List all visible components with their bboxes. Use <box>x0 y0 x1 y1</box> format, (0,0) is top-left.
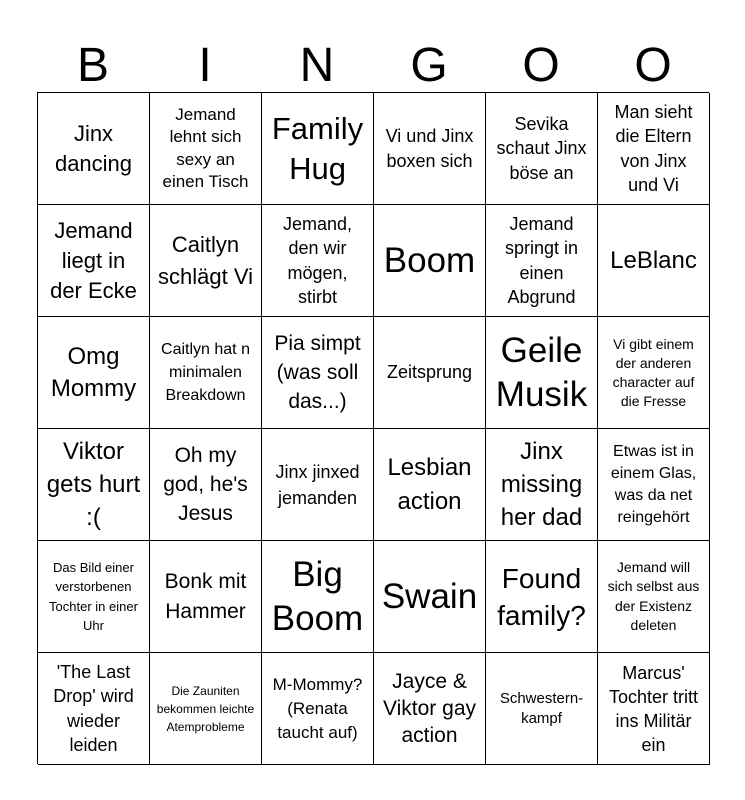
bingo-cell[interactable]: M-Mommy? (Renata taucht auf) <box>262 653 374 765</box>
bingo-cell[interactable]: Jemand, den wir mögen, stirbt <box>262 205 374 317</box>
header-letter-g: G <box>410 39 448 92</box>
bingo-cell[interactable]: Viktor gets hurt :( <box>38 429 150 541</box>
bingo-cell[interactable]: Etwas ist in einem Glas, was da net reingehört <box>598 429 710 541</box>
bingo-cell[interactable]: Jinx jinxed jemanden <box>262 429 374 541</box>
bingo-cell[interactable]: Das Bild einer verstorbenen Tochter in einer Uhr <box>38 541 150 653</box>
header-letter-i: I <box>198 39 212 92</box>
bingo-cell[interactable]: Jinx dancing <box>38 93 150 205</box>
bingo-cell[interactable]: Schwestern-kampf <box>486 653 598 765</box>
bingo-cell[interactable]: Vi und Jinx boxen sich <box>374 93 486 205</box>
header-letter-o-2: O <box>634 39 672 92</box>
bingo-cell[interactable]: Jinx missing her dad <box>486 429 598 541</box>
bingo-cell[interactable]: Jemand will sich selbst aus der Existenz deleten <box>598 541 710 653</box>
header-letter-o: O <box>522 39 560 92</box>
bingo-cell[interactable]: Zeitsprung <box>374 317 486 429</box>
bingo-cell[interactable]: Marcus' Tochter tritt ins Militär ein <box>598 653 710 765</box>
bingo-cell[interactable]: Found family? <box>486 541 598 653</box>
bingo-cell[interactable]: Jemand liegt in der Ecke <box>38 205 150 317</box>
bingo-cell[interactable]: LeBlanc <box>598 205 710 317</box>
bingo-cell[interactable]: Family Hug <box>262 93 374 205</box>
bingo-cell[interactable]: Pia simpt (was soll das...) <box>262 317 374 429</box>
bingo-cell[interactable]: Man sieht die Eltern von Jinx und Vi <box>598 93 710 205</box>
bingo-cell[interactable]: Geile Musik <box>486 317 598 429</box>
bingo-cell[interactable]: Bonk mit Hammer <box>150 541 262 653</box>
bingo-cell[interactable]: Vi gibt einem der anderen character auf die Fresse <box>598 317 710 429</box>
header-letter-b: B <box>76 39 109 92</box>
bingo-cell[interactable]: Jemand springt in einen Abgrund <box>486 205 598 317</box>
bingo-cell[interactable]: Oh my god, he's Jesus <box>150 429 262 541</box>
bingo-cell[interactable]: Sevika schaut Jinx böse an <box>486 93 598 205</box>
bingo-cell[interactable]: Boom <box>374 205 486 317</box>
bingo-cell[interactable]: Caitlyn hat n minimalen Breakdown <box>150 317 262 429</box>
bingo-cell[interactable]: 'The Last Drop' wird wieder leiden <box>38 653 150 765</box>
bingo-grid <box>37 92 709 764</box>
bingo-cell[interactable]: Swain <box>374 541 486 653</box>
bingo-cell[interactable]: Die Zauniten bekommen leichte Atemprobleme <box>150 653 262 765</box>
bingo-cell[interactable]: Big Boom <box>262 541 374 653</box>
header-letter-n: N <box>299 39 335 92</box>
bingo-cell[interactable]: Omg Mommy <box>38 317 150 429</box>
bingo-cell[interactable]: Jemand lehnt sich sexy an einen Tisch <box>150 93 262 205</box>
bingo-cell[interactable]: Caitlyn schlägt Vi <box>150 205 262 317</box>
bingo-cell[interactable]: Jayce & Viktor gay action <box>374 653 486 765</box>
bingo-cell[interactable]: Lesbian action <box>374 429 486 541</box>
bingo-header <box>37 38 709 94</box>
